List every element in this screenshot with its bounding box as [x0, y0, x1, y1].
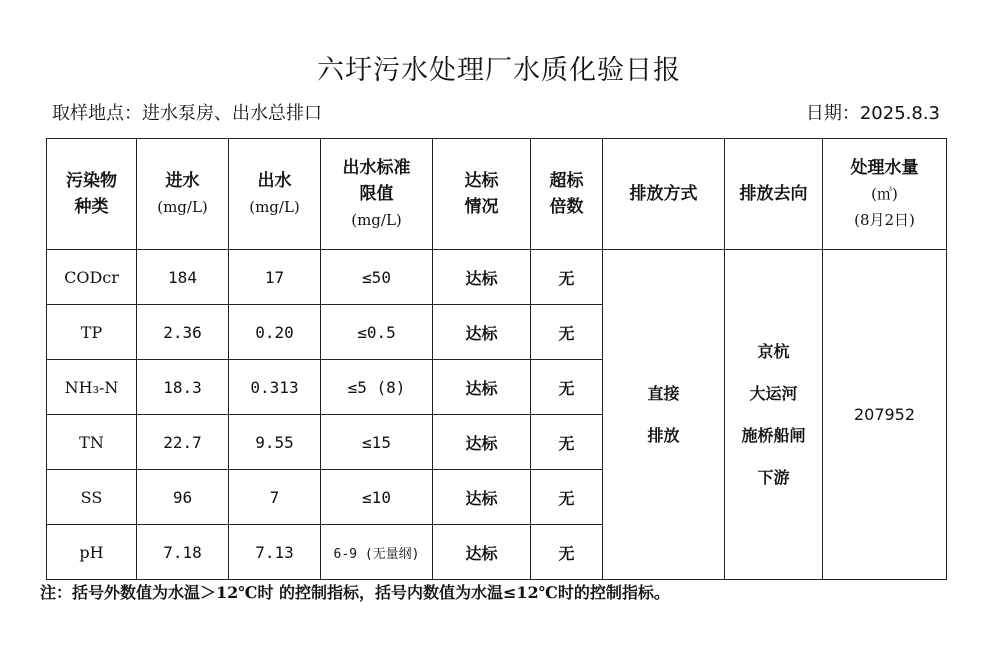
status-cell: 达标	[433, 470, 531, 525]
footnote: 注：括号外数值为水温＞12℃时 的控制指标，括号内数值为水温≤12℃时的控制指标。	[40, 583, 670, 602]
status-cell: 达标	[433, 360, 531, 415]
header-pollutant: 污染物 种类	[47, 139, 137, 250]
standard-cell: ≤10	[321, 470, 433, 525]
effluent-cell: 0.313	[229, 360, 321, 415]
exceed-cell: 无	[531, 360, 603, 415]
pollutant-cell: SS	[47, 470, 137, 525]
status-cell: 达标	[433, 250, 531, 305]
discharge-method-cell: 直接 排放	[603, 250, 725, 580]
effluent-cell: 0.20	[229, 305, 321, 360]
header-exceed-multiple: 超标 倍数	[531, 139, 603, 250]
sampling-location: 取样地点：进水泵房、出水总排口	[52, 103, 322, 124]
standard-cell: ≤5 (8)	[321, 360, 433, 415]
influent-cell: 96	[137, 470, 229, 525]
influent-cell: 2.36	[137, 305, 229, 360]
exceed-cell: 无	[531, 305, 603, 360]
pollutant-cell: pH	[47, 525, 137, 580]
influent-cell: 18.3	[137, 360, 229, 415]
header-discharge-destination: 排放去向	[725, 139, 823, 250]
pollutant-cell: TN	[47, 415, 137, 470]
standard-cell: ≤0.5	[321, 305, 433, 360]
treated-volume-value: 207952	[823, 250, 947, 580]
pollutant-cell: TP	[47, 305, 137, 360]
influent-cell: 184	[137, 250, 229, 305]
exceed-cell: 无	[531, 525, 603, 580]
header-compliance: 达标 情况	[433, 139, 531, 250]
pollutant-cell: CODcr	[47, 250, 137, 305]
water-quality-table	[46, 138, 947, 580]
header-discharge-method: 排放方式	[603, 139, 725, 250]
effluent-cell: 17	[229, 250, 321, 305]
influent-cell: 7.18	[137, 525, 229, 580]
header-treated-volume: 处理水量 (㎥) (8月2日)	[823, 139, 947, 250]
standard-cell: ≤50	[321, 250, 433, 305]
exceed-cell: 无	[531, 470, 603, 525]
header-effluent: 出水 (mg/L)	[229, 139, 321, 250]
report-title: 六圩污水处理厂水质化验日报	[317, 55, 681, 86]
effluent-cell: 9.55	[229, 415, 321, 470]
effluent-cell: 7	[229, 470, 321, 525]
effluent-cell: 7.13	[229, 525, 321, 580]
table-row	[47, 250, 947, 305]
report-date: 日期：2025.8.3	[805, 103, 940, 124]
exceed-cell: 无	[531, 250, 603, 305]
exceed-cell: 无	[531, 415, 603, 470]
header-influent: 进水 (mg/L)	[137, 139, 229, 250]
status-cell: 达标	[433, 415, 531, 470]
header-standard-limit: 出水标准 限值 (mg/L)	[321, 139, 433, 250]
standard-cell: 6-9 (无量纲)	[321, 525, 433, 580]
influent-cell: 22.7	[137, 415, 229, 470]
discharge-destination-cell: 京杭 大运河 施桥船闸 下游	[725, 250, 823, 580]
standard-cell: ≤15	[321, 415, 433, 470]
pollutant-cell: NH₃-N	[47, 360, 137, 415]
status-cell: 达标	[433, 525, 531, 580]
status-cell: 达标	[433, 305, 531, 360]
table-header-row	[47, 139, 947, 250]
